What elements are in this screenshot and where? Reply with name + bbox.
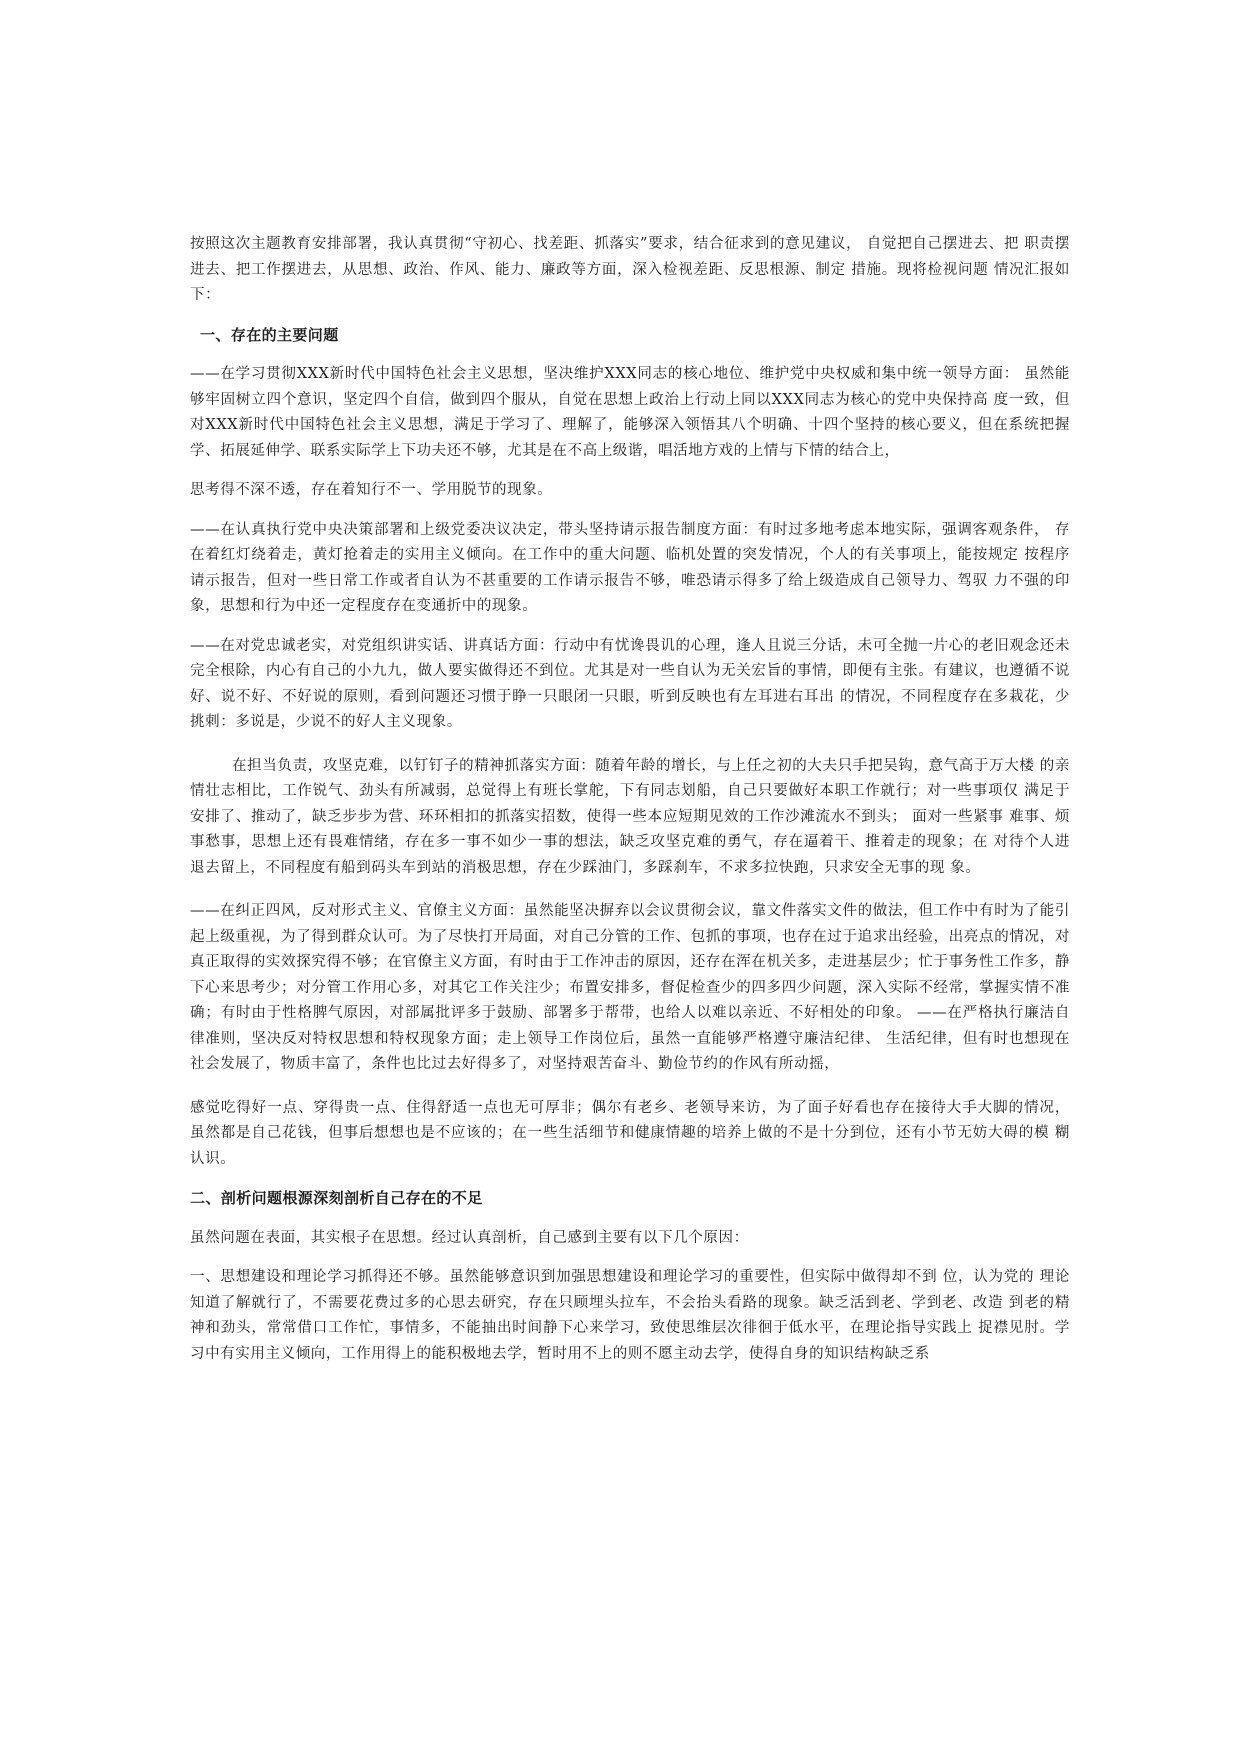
- section-heading-root-causes: 二、剖析问题根源深刻剖析自己存在的不足: [190, 1189, 483, 1207]
- problem-paragraph-four-styles: ——在纠正四风，反对形式主义、官僚主义方面：虽然能坚决摒弃以会议贯彻会议，靠文件落实文件的做法，但工作中有时为了能引起上级重视，为了得到群众认可。为了尽快打开局面，对自己分管的工作、包抓的事项，也存在过于追求出经验，出亮点的情况，对真正取得的实效探究得不够；在官僚主义方面，有时由于工作冲击的原因，还存在浑在机关多，走进基层少；忙于事务性工作多，静下心来思考少；对分管工作用心多，对其它工作关注少；布置安排多，督促检查少的四多四少问题，深入实际不经常，掌握实情不准确；有时由于性格脾气原因，对部属批评多于鼓励、部署多于帮带，也给人以难以亲近、不好相处的印象。 ——在严格执行廉洁自律准则，坚决反对特权思想和特权现象方面；走上领导工作岗位后，虽然一直能够严格遵守廉洁纪律、 生活纪律，但有时也想现在社会发展了，物质丰富了，条件也比过去好得多了，对坚持艰苦奋斗、勤俭节约的作风有所动摇，: [190, 903, 1070, 1072]
- problem-paragraph-responsibility: 在担当负责，攻坚克难，以钉钉子的精神抓落实方面：随着年龄的增长，与上任之初的大夫只手把吴钩，意气高于万大楼 的亲情壮志相比，工作锐气、劲头有所减弱，总觉得上有班长掌舵，下有同志划船，自己只要做好本职工作就行；对一些事项仅 满足于安排了、推动了，缺乏步步为营、环环相扣的抓落实招数，使得一些本应短期见效的工作沙滩流水不到头； 面对一些紧事 难事、烦事愁事，思想上还有畏难情绪，存在多一事不如少一事的想法，缺乏攻坚克难的勇气，存在逼着干、推着走的现象；在 对待个人进退去留上，不同程度有船到码头车到站的消极思想，存在少踩油门，多踩刹车，不求多拉快跑，只求安全无事的现 象。: [190, 757, 1070, 876]
- cause-paragraph-theory-study: 一、思想建设和理论学习抓得还不够。虽然能够意识到加强思想建设和理论学习的重要性，但实际中做得却不到 位，认为党的 理论知道了解就行了，不需要花费过多的心思去研究，存在只顾埋头拉车，不会抬头看路的现象。缺乏活到老、学到老、改造 到老的精神和劲头，常常借口工作忙，事情多，不能抽出时间静下心来学习，致使思维层次徘徊于低水平，在理论指导实践上 捉襟见肘。学习中有实用主义倾向，工作用得上的能积极地去学，暂时用不上的则不愿主动去学，使得自身的知识结构缺乏系: [190, 1269, 1070, 1362]
- intro-paragraph: 按照这次主题教育安排部署，我认真贯彻“守初心、找差距、抓落实”要求，结合征求到的意见建议， 自觉把自己摆进去、把 职责摆进去、把工作摆进去，从思想、政治、作风、能力、廉政等方面，深入检视差距、反思根源、制定 措施。现将检视问题 情况汇报如下：: [190, 236, 1070, 303]
- cause-intro-paragraph: 虽然问题在表面，其实根子在思想。经过认真剖析，自己感到主要有以下几个原因：: [190, 1229, 749, 1246]
- section-heading-main-problems: 一、存在的主要问题: [200, 325, 339, 344]
- problem-paragraph-theory-cont: 思考得不深不透，存在着知行不一、学用脱节的现象。: [190, 482, 553, 498]
- problem-paragraph-theory: ——在学习贯彻XXX新时代中国特色社会主义思想，坚决维护XXX同志的核心地位、维护党中央权威和集中统一领导方面： 虽然能够牢固树立四个意识，坚定四个自信，做到四个服从，自觉在思想上政治上行动上同以XXX同志为核心的党中央保持高 度一致，但对XXX新时代中国特色社会主义思想，满足于学习了、理解了，能够深入领悟其八个明确、十四个坚持的核心要义，但在系统把握学、拓展延伸学、联系实际学上下功夫还不够，尤其是在不高上级谐，唱活地方戏的上情与下情的结合上，: [190, 366, 1070, 459]
- problem-paragraph-reporting: ——在认真执行党中央决策部署和上级党委决议决定，带头坚持请示报告制度方面：有时过多地考虑本地实际，强调客观条件， 存在着红灯绕着走，黄灯抢着走的实用主义倾向。在工作中的重大问题、临机处置的突发情况，个人的有关事项上，能按规定 按程序请示报告，但对一些日常工作或者自认为不甚重要的工作请示报告不够，唯恐请示得多了给上级造成自己领导力、驾驭 力不强的印象，思想和行为中还一定程度存在变通折中的现象。: [190, 521, 1070, 614]
- problem-paragraph-loyalty: ——在对党忠诚老实，对党组织讲实话、讲真话方面：行动中有忧谗畏讥的心理，逢人且说三分话，未可全抛一片心的老旧观念还未完全根除，内心有自己的小九九，做人要实做得还不到位。尤其是对一些自认为无关宏旨的事情，即便有主张。有建议，也遵循不说好、说不好、不好说的原则，看到问题还习惯于睁一只眼闭一只眼，听到反映也有左耳进右耳出 的情况，不同程度存在多栽花，少挑刺：多说是，少说不的好人主义现象。: [190, 637, 1070, 730]
- problem-paragraph-integrity: 感觉吃得好一点、穿得贵一点、住得舒适一点也无可厚非；偶尔有老乡、老领导来访，为了面子好看也存在接待大手大脚的情况， 虽然都是自己花钱，但事后想想也是不应该的；在一些生活细节和健康情趣的培养上做的不是十分到位，还有小节无妨大碍的模 糊认识。: [190, 1099, 1070, 1167]
- document-page: [190, 232, 1070, 1367]
